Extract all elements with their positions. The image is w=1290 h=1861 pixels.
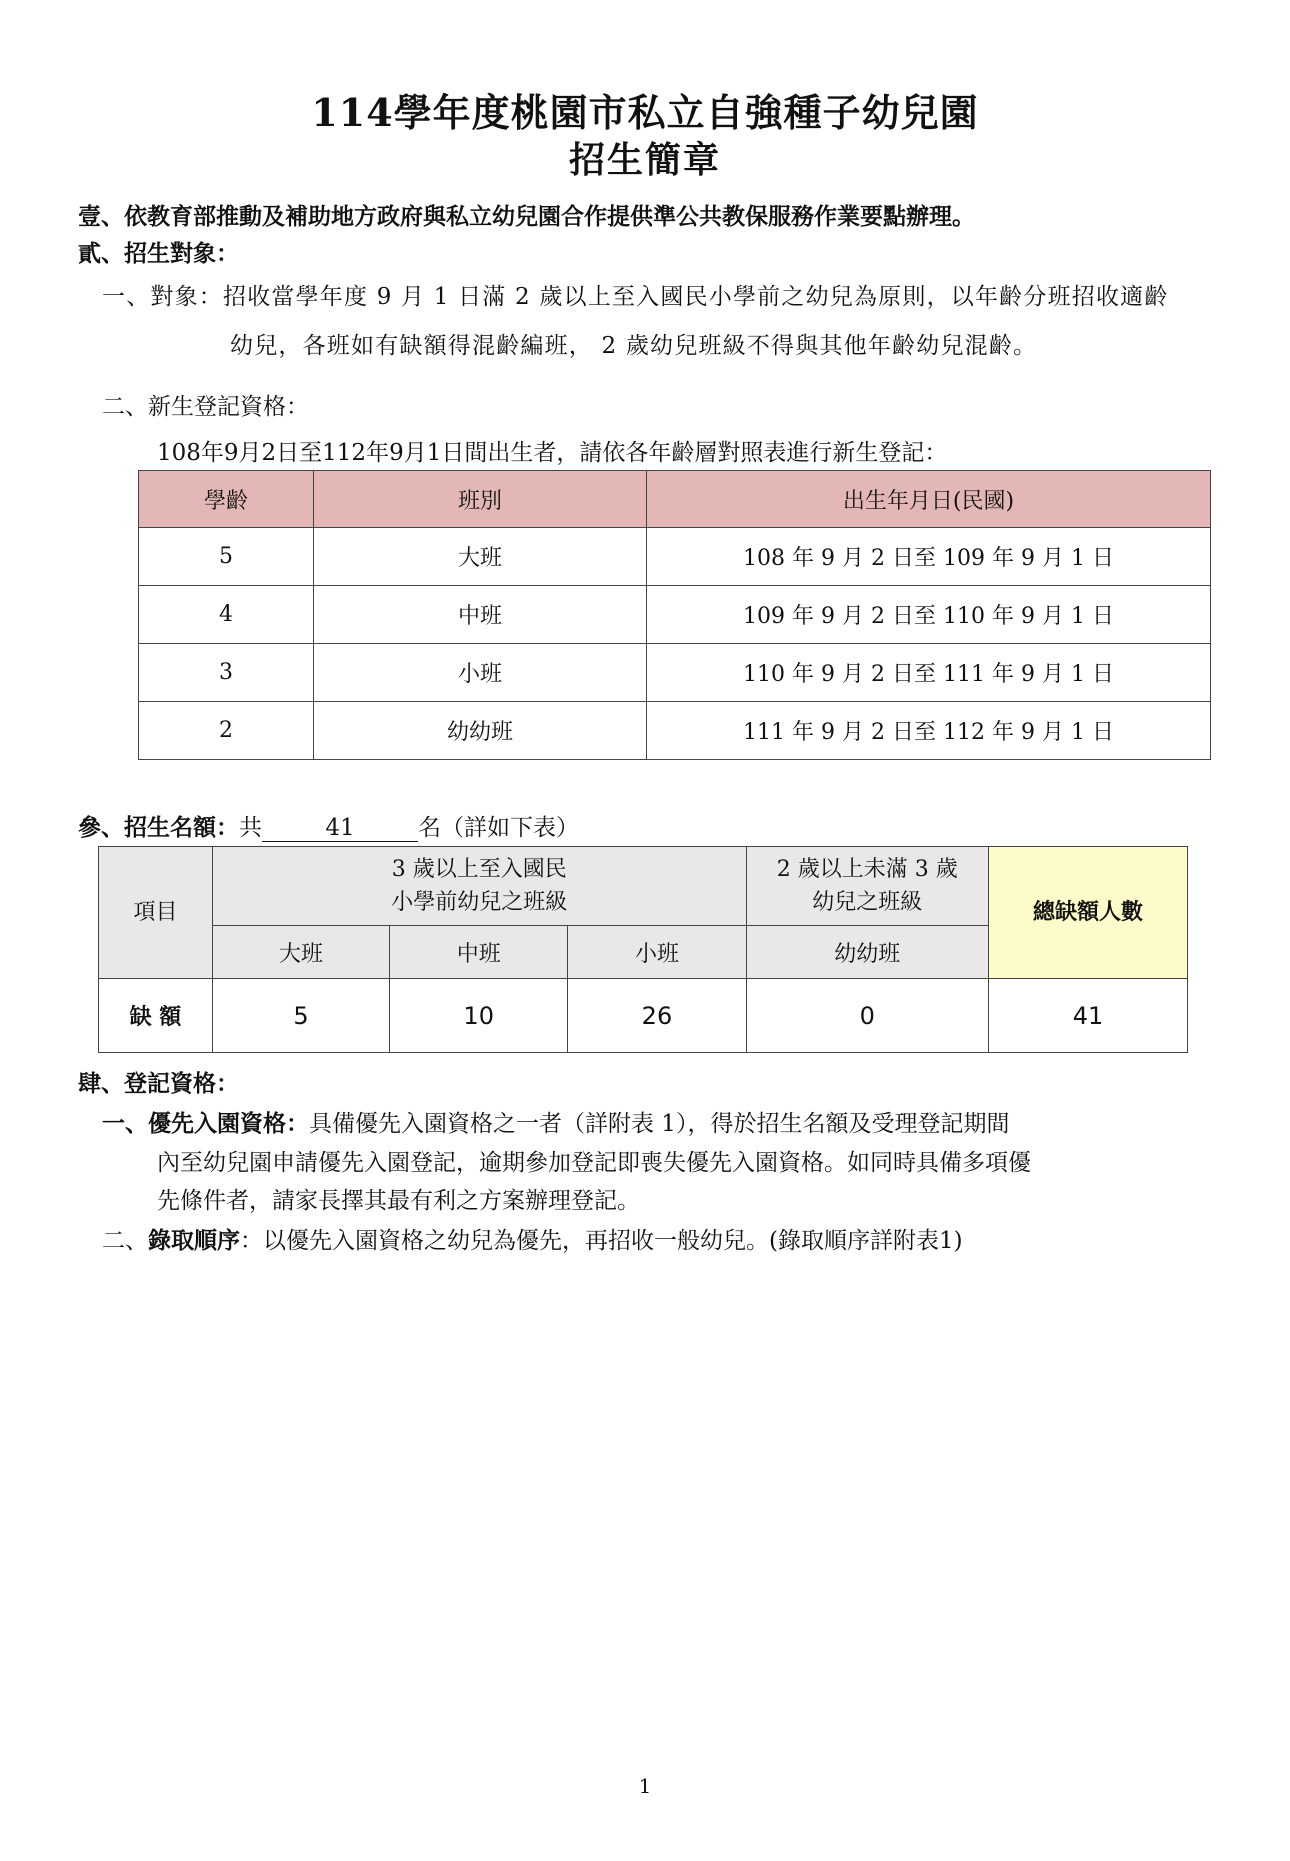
quota-value-row <box>99 979 1188 1053</box>
vacancy-middle: 10 <box>390 979 568 1053</box>
section-2-heading: 貳、招生對象： <box>78 240 239 267</box>
page-number: 1 <box>638 1774 652 1798</box>
group-2yr-line-2: 幼兒之班級 <box>812 890 923 915</box>
vacancy-big: 5 <box>212 979 389 1053</box>
birthdate-cell: 111 年 9 月 2 日至 112 年 9 月 1 日 <box>647 702 1211 760</box>
group-2yr-line-1: 2 歲以上未滿 3 歲 <box>776 857 958 882</box>
birthdate-header: 出生年月日(民國) <box>647 471 1211 528</box>
section-3-line <box>78 814 579 843</box>
section-2-item-2: 二、新生登記資格： <box>102 394 309 420</box>
group-3plus-line-1: 3 歲以上至入國民 <box>391 857 567 882</box>
class-header-toddler: 幼幼班 <box>746 926 988 979</box>
section-1-text: 壹、依教育部推動及補助地方政府與私立幼兒園合作提供準公共教保服務作業要點辦理。 <box>78 203 975 230</box>
group-3plus-header <box>212 847 746 926</box>
quota-prefix: 共 <box>239 815 262 841</box>
age-cell: 2 <box>139 702 314 760</box>
group-2yr-header <box>746 847 988 926</box>
admission-order-text: ：以優先入園資格之幼兒為優先，再招收一般幼兒。(錄取順序詳附表1) <box>240 1228 963 1254</box>
quota-count: 41 <box>262 816 418 842</box>
vacancy-total: 41 <box>988 979 1187 1053</box>
quota-suffix: 名（詳如下表） <box>418 815 579 841</box>
class-header-big: 大班 <box>212 926 389 979</box>
age-header: 學齡 <box>139 471 314 528</box>
section-4-heading: 肆、登記資格： <box>78 1070 239 1097</box>
quota-table <box>98 846 1188 1053</box>
class-header-small: 小班 <box>568 926 746 979</box>
age-class-table <box>138 470 1211 760</box>
total-vacancy-header: 總缺額人數 <box>988 847 1187 979</box>
birthdate-cell: 110 年 9 月 2 日至 111 年 9 月 1 日 <box>647 644 1211 702</box>
admission-order-prefix: 二、 <box>102 1228 148 1254</box>
section-3-heading: 參、招生名額 <box>78 814 216 841</box>
table-row <box>139 528 1211 586</box>
table-header-row <box>139 471 1211 528</box>
class-cell: 中班 <box>314 586 647 644</box>
vacancy-toddler: 0 <box>746 979 988 1053</box>
class-cell: 幼幼班 <box>314 702 647 760</box>
group-3plus-line-2: 小學前幼兒之班級 <box>391 890 568 915</box>
table-row <box>139 702 1211 760</box>
quota-header-row <box>99 847 1188 926</box>
item-header: 項目 <box>99 847 213 979</box>
class-cell: 小班 <box>314 644 647 702</box>
section-4-item-1-line-2: 內至幼兒園申請優先入園登記，逾期參加登記即喪失優先入園資格。如同時具備多項優 <box>157 1150 1031 1176</box>
age-cell: 4 <box>139 586 314 644</box>
class-cell: 大班 <box>314 528 647 586</box>
section-2-item-1-line-2: 幼兒，各班如有缺額得混齡編班， 2 歲幼兒班級不得與其他年齡幼兒混齡。 <box>230 333 1038 359</box>
vacancy-row-label: 缺 額 <box>99 979 213 1053</box>
document-subtitle: 招生簡章 <box>568 139 721 181</box>
document-title: 114學年度桃園市私立自強種子幼兒園 <box>311 90 979 135</box>
birthdate-cell: 109 年 9 月 2 日至 110 年 9 月 1 日 <box>647 586 1211 644</box>
age-cell: 5 <box>139 528 314 586</box>
age-cell: 3 <box>139 644 314 702</box>
section-2-item-1-line-1: 一、對象：招收當學年度 9 月 1 日滿 2 歲以上至入國民小學前之幼兒為原則，以年齡分班招收適齡 <box>102 284 1169 310</box>
admission-order-label: 錄取順序 <box>148 1227 240 1254</box>
section-2-item-2-note: 108年9月2日至112年9月1日間出生者，請依各年齡層對照表進行新生登記： <box>157 440 948 466</box>
class-header: 班別 <box>314 471 647 528</box>
birthdate-cell: 108 年 9 月 2 日至 109 年 9 月 1 日 <box>647 528 1211 586</box>
priority-admission-label: 一、優先入園資格： <box>102 1110 309 1137</box>
section-4-item-2 <box>102 1227 963 1256</box>
table-row <box>139 586 1211 644</box>
section-3-colon: ： <box>216 814 239 841</box>
class-header-middle: 中班 <box>390 926 568 979</box>
priority-admission-text: 具備優先入園資格之一者（詳附表 1），得於招生名額及受理登記期間 <box>309 1111 1010 1137</box>
vacancy-small: 26 <box>568 979 746 1053</box>
section-4-item-1-line-3: 先條件者，請家長擇其最有利之方案辦理登記。 <box>157 1188 640 1214</box>
table-row <box>139 644 1211 702</box>
section-4-item-1-line-1 <box>102 1110 1009 1139</box>
